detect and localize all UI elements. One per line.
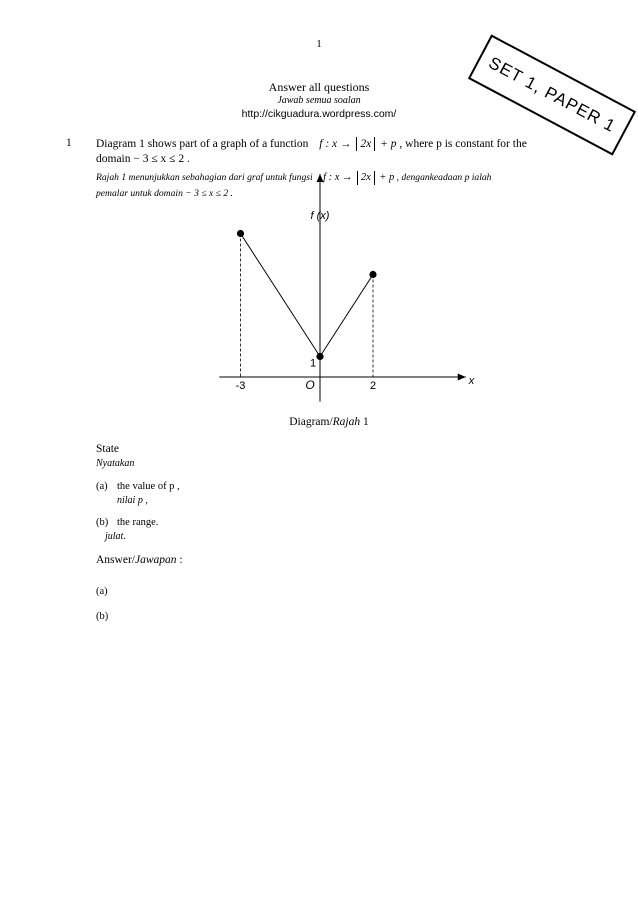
origin-label: O	[305, 378, 315, 392]
y-tick-label: 1	[309, 357, 317, 370]
stamp-text: SET 1, PAPER 1	[485, 53, 619, 137]
malay-function-mapping: f : x →	[323, 172, 353, 183]
plus-p: + p	[380, 138, 397, 150]
answer-label	[96, 554, 183, 566]
part-a-text: the value of p ,	[117, 481, 180, 492]
source-url: http://cikguadura.wordpress.com/	[241, 108, 397, 120]
part-a-text-malay: nilai p ,	[117, 495, 148, 506]
answer-label-english: Answer/	[96, 554, 135, 566]
x-axis-arrow-icon	[458, 374, 466, 381]
question-number: 1	[66, 137, 72, 149]
x-axis-label: x	[468, 375, 475, 387]
part-b-text: the range.	[117, 517, 159, 528]
state-label: State	[96, 443, 119, 455]
graph-point	[369, 271, 376, 278]
answer-part-b[interactable]: (b)	[96, 611, 109, 622]
question-text-intro: Diagram 1 shows part of a graph of a function	[96, 138, 309, 150]
graph-point	[237, 230, 244, 237]
instructions-heading: Answer all questions	[268, 80, 370, 94]
function-mapping: f : x →	[319, 138, 352, 150]
question-domain-malay: pemalar untuk domain − 3 ≤ x ≤ 2 .	[96, 188, 233, 199]
answer-label-colon: :	[176, 554, 183, 566]
caption-english: Diagram/	[289, 416, 333, 428]
answer-part-a[interactable]: (a)	[96, 586, 108, 597]
malay-intro: Rajah 1 menunjukkan sebahagian dari graf untuk fungsi	[96, 172, 313, 183]
malay-constant-text: , dengankeadaan p ialah	[396, 172, 492, 183]
page-number: 1	[316, 38, 322, 50]
x-tick-label: 2	[369, 380, 377, 392]
state-label-malay: Nyatakan	[96, 458, 135, 469]
answer-label-malay: Jawapan	[134, 554, 177, 566]
absolute-value-expression: 2x	[356, 137, 375, 151]
caption-malay: Rajah	[332, 416, 361, 428]
y-axis-arrow-icon	[317, 174, 324, 182]
caption-number: 1	[360, 416, 369, 428]
y-axis-label: f (x)	[310, 210, 330, 222]
part-b-label: (b)	[96, 517, 109, 528]
malay-plus-p: + p	[379, 172, 395, 183]
instructions-heading-malay: Jawab semua soalan	[277, 95, 361, 106]
question-domain: domain − 3 ≤ x ≤ 2 .	[96, 153, 190, 165]
graph-point	[316, 353, 323, 360]
diagram-caption	[0, 416, 638, 428]
graph-line	[241, 234, 374, 357]
part-a-label: (a)	[96, 481, 108, 492]
malay-absolute-value-expression: 2x	[357, 171, 375, 185]
part-b-text-malay: julat.	[105, 531, 126, 542]
x-tick-label: -3	[235, 380, 246, 392]
question-text-constant: , where p is constant for the	[399, 138, 527, 150]
